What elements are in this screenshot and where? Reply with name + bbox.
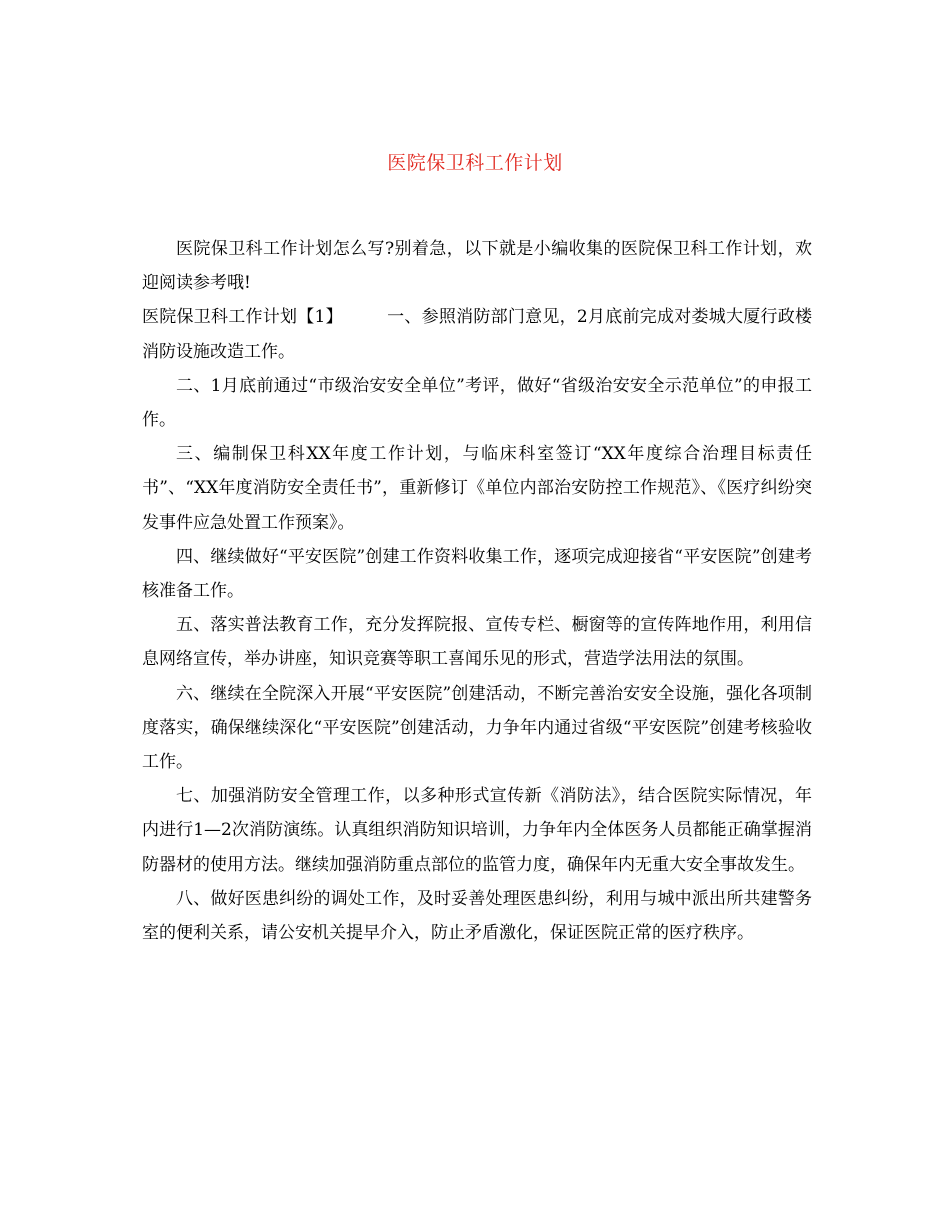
section-heading: 医院保卫科工作计划【1】	[142, 307, 343, 328]
item-8: 八、做好医患纠纷的调处工作，及时妥善处理医患纠纷，利用与城中派出所共建警务室的便利关系，请公安机关提早介入，防止矛盾激化，保证医院正常的医疗秩序。	[142, 888, 812, 944]
item-5: 五、落实普法教育工作，充分发挥院报、宣传专栏、橱窗等的宣传阵地作用，利用信息网络宣传，举办讲座，知识竞赛等职工喜闻乐见的形式，营造学法用法的氛围。	[142, 615, 812, 670]
document-body	[142, 232, 812, 950]
intro-paragraph: 医院保卫科工作计划怎么写?别着急，以下就是小编收集的医院保卫科工作计划，欢迎阅读参考哦!	[142, 239, 812, 294]
item-2: 二、1月底前通过“市级治安安全单位”考评，做好“省级治安安全示范单位”的申报工作。	[142, 375, 812, 431]
item-7: 七、加强消防安全管理工作，以多种形式宣传新《消防法》，结合医院实际情况，年内进行1—2次消防演练。认真组织消防知识培训，力争年内全体医务人员都能正确掌握消防器材的使用方法。继续加强消防重点部位的监管力度，确保年内无重大安全事故发生。	[142, 786, 812, 875]
document-title: 医院保卫科工作计划	[387, 152, 563, 174]
item-4: 四、继续做好“平安医院”创建工作资料收集工作，逐项完成迎接省“平安医院”创建考核准备工作。	[142, 546, 812, 602]
section-paragraph	[142, 300, 812, 368]
item-3: 三、编制保卫科XX年度工作计划，与临床科室签订“XX年度综合治理目标责任书”、“XX年度消防安全责任书”，重新修订《单位内部治安防控工作规范》、《医疗纠纷突发事件应急处置工作预案》。	[142, 444, 812, 533]
item-1: 一、参照消防部门意见，2月底前完成对娄城大厦行政楼消防设施改造工作。	[142, 307, 812, 362]
item-6: 六、继续在全院深入开展“平安医院”创建活动，不断完善治安安全设施，强化各项制度落实，确保继续深化“平安医院”创建活动，力争年内通过省级“平安医院”创建考核验收工作。	[142, 683, 812, 773]
